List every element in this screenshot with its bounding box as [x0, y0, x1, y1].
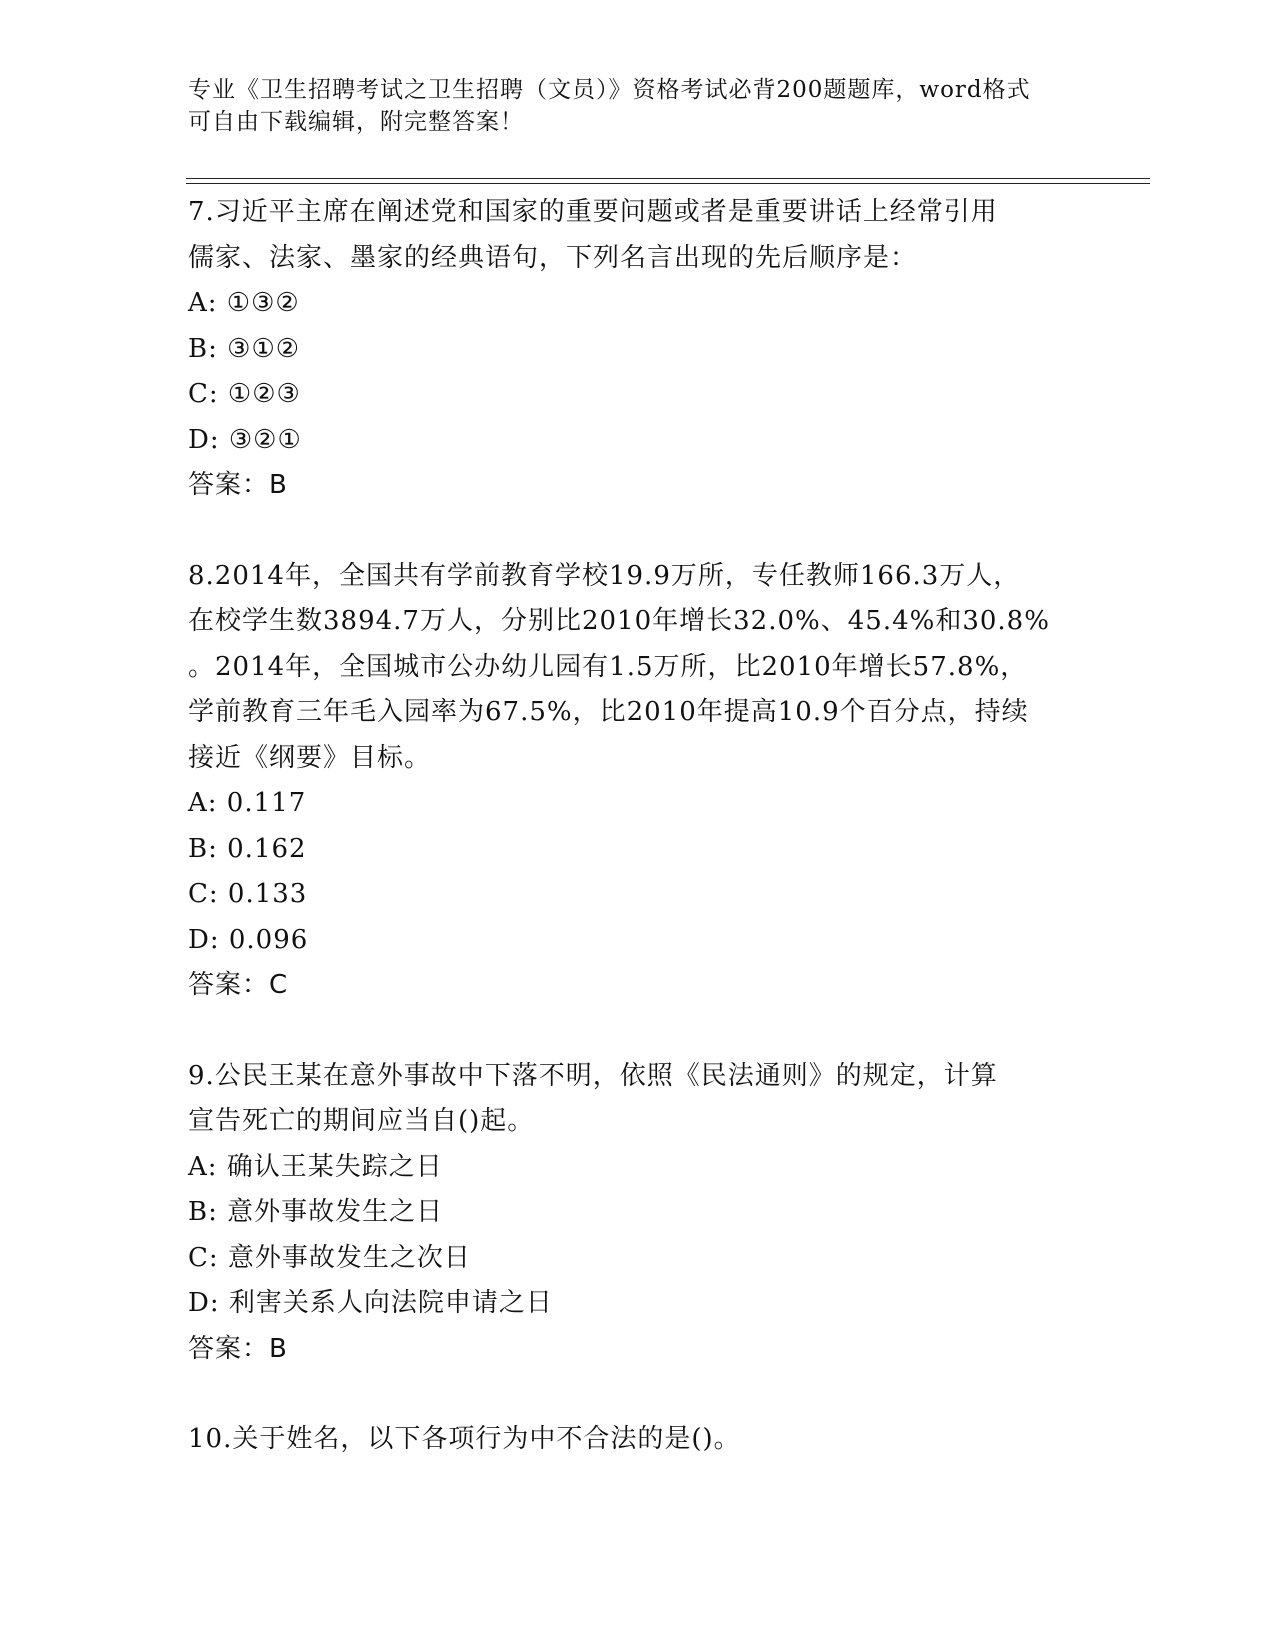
header-line-1: 专业《卫生招聘考试之卫生招聘（文员）》资格考试必背200题题库，word格式 — [188, 77, 1031, 103]
question-9 — [188, 1054, 1088, 1373]
option-d: D: 利害关系人向法院申请之日 — [188, 1288, 553, 1318]
option-b: B: ③①② — [188, 333, 301, 364]
question-list — [188, 190, 1088, 1463]
question-text-line: 学前教育三年毛入园率为67.5%，比2010年提高10.9个百分点，持续 — [188, 697, 1029, 727]
question-text-line: 8.2014年，全国共有学前教育学校19.9万所，专任教师166.3万人， — [188, 560, 1021, 591]
question-spacer — [188, 1009, 1088, 1054]
header-divider-bottom — [186, 183, 1150, 184]
option-a: A: 0.117 — [188, 788, 307, 818]
option-b: B: 0.162 — [188, 833, 307, 864]
option-d: D: 0.096 — [188, 924, 309, 955]
option-c: C: 0.133 — [188, 879, 308, 909]
question-text-line: 10.关于姓名，以下各项行为中不合法的是()。 — [188, 1424, 741, 1454]
question-text-line: 7.习近平主席在阐述党和国家的重要问题或者是重要讲话上经常引用 — [188, 197, 998, 227]
question-text-line: 接近《纲要》目标。 — [188, 742, 432, 773]
question-7 — [188, 190, 1088, 509]
document-header — [188, 74, 1088, 138]
option-a: A: 确认王某失踪之日 — [188, 1151, 443, 1182]
option-c: C: ①②③ — [188, 379, 301, 409]
answer-line: 答案：B — [188, 470, 288, 500]
question-spacer — [188, 509, 1088, 554]
answer-line: 答案：C — [188, 970, 289, 1000]
question-text-line: 宣告死亡的期间应当自()起。 — [188, 1106, 535, 1136]
option-a: A: ①③② — [188, 288, 300, 318]
option-d: D: ③②① — [188, 424, 302, 455]
question-8 — [188, 554, 1088, 1009]
header-line-2: 可自由下载编辑，附完整答案！ — [188, 109, 524, 135]
option-c: C: 意外事故发生之次日 — [188, 1242, 471, 1273]
question-spacer — [188, 1372, 1088, 1417]
question-text-line: 。2014年，全国城市公办幼儿园有1.5万所，比2010年增长57.8%， — [188, 651, 1028, 682]
question-text-line: 9.公民王某在意外事故中下落不明，依照《民法通则》的规定，计算 — [188, 1060, 998, 1091]
answer-line: 答案：B — [188, 1333, 288, 1364]
question-text-line: 在校学生数3894.7万人，分别比2010年增长32.0%、45.4%和30.8% — [188, 606, 1050, 636]
option-b: B: 意外事故发生之日 — [188, 1197, 444, 1227]
header-divider-top — [186, 178, 1150, 179]
question-text-line: 儒家、法家、墨家的经典语句，下列名言出现的先后顺序是： — [188, 242, 918, 273]
question-10 — [188, 1417, 1088, 1463]
